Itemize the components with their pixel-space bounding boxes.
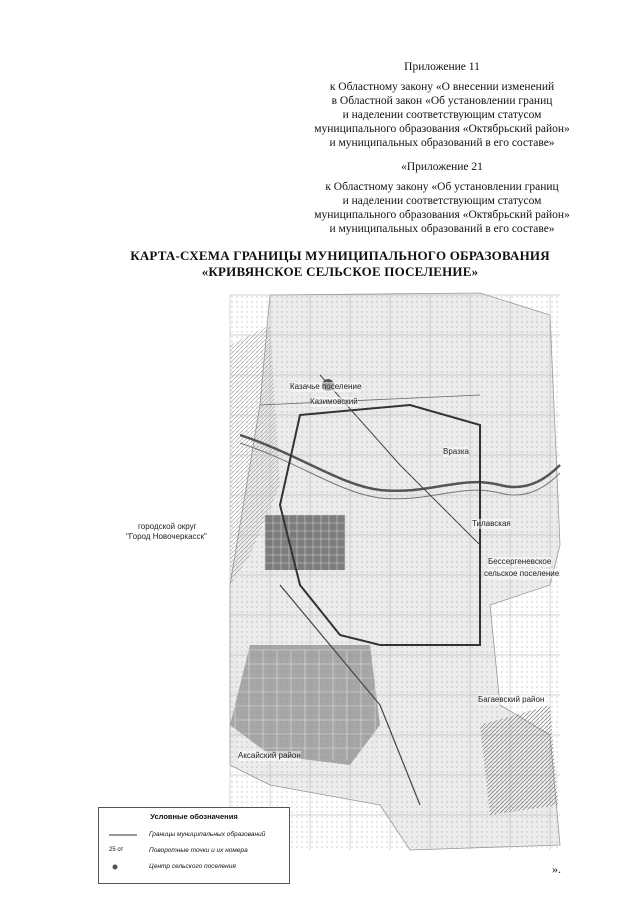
appendix-11-block bbox=[292, 60, 592, 150]
appendix-21-line: и наделении соответствующим статусом bbox=[342, 195, 542, 207]
appendix-11-line: и муниципальных образований в его составе» bbox=[329, 137, 555, 149]
appendix-11-line: и наделении соответствующим статусом bbox=[342, 109, 542, 121]
center-dot-icon bbox=[109, 862, 137, 872]
map-title-line: «КРИВЯНСКОЕ СЕЛЬСКОЕ ПОСЕЛЕНИЕ» bbox=[201, 264, 479, 279]
legend-item-label: Границы муниципальных образований bbox=[149, 831, 266, 838]
appendix-11-line: муниципального образования «Октябрьский район» bbox=[314, 123, 570, 135]
label-novocherkassk-2: "Город Новочеркасск" bbox=[126, 532, 207, 541]
label-novocherkassk-1: городской округ bbox=[138, 522, 197, 531]
boundary-line-icon bbox=[109, 830, 137, 840]
appendix-11-title: Приложение 11 bbox=[404, 61, 480, 73]
map-canvas bbox=[80, 285, 600, 875]
appendix-21-line: муниципального образования «Октябрьский район» bbox=[314, 209, 570, 221]
legend-item-label: Центр сельского поселения bbox=[149, 863, 236, 870]
legend-item bbox=[109, 830, 284, 840]
map-title bbox=[110, 248, 570, 280]
legend-item bbox=[109, 862, 284, 872]
label-bessergenevskoe-1: Бессергеневское bbox=[488, 557, 552, 566]
legend-title: Условные обозначения bbox=[150, 812, 238, 821]
appendix-11-line: в Областной закон «Об установлении границ bbox=[331, 95, 553, 107]
legend-item-label: Поворотные точки и их номера bbox=[149, 847, 248, 854]
turning-point-symbol: 25 от bbox=[109, 847, 124, 853]
appendix-21-block bbox=[292, 160, 592, 236]
label-vrazka: Вразка bbox=[443, 447, 469, 456]
label-bessergenevskoe-2: сельское поселение bbox=[484, 569, 560, 578]
appendix-11-line: к Областному закону «О внесении изменений bbox=[329, 81, 555, 93]
label-aksaysky: Аксайский район bbox=[238, 751, 301, 760]
label-tilavskaya: Тилавская bbox=[472, 519, 511, 528]
map-title-line: КАРТА-СХЕМА ГРАНИЦЫ МУНИЦИПАЛЬНОГО ОБРАЗОВАНИЯ bbox=[130, 248, 550, 263]
appendix-21-line: и муниципальных образований в его составе» bbox=[329, 223, 555, 235]
legend bbox=[98, 807, 290, 884]
label-kazachy: Казачье поселение bbox=[290, 382, 362, 391]
label-kazamovsky: Казимовский bbox=[310, 397, 358, 406]
closing-quote: ». bbox=[552, 862, 561, 876]
map-area bbox=[80, 285, 600, 875]
legend-item bbox=[109, 846, 284, 856]
appendix-21-line: к Областному закону «Об установлении границ bbox=[325, 181, 559, 193]
label-bagaevsky: Багаевский район bbox=[478, 695, 545, 704]
appendix-21-title: «Приложение 21 bbox=[401, 161, 483, 173]
